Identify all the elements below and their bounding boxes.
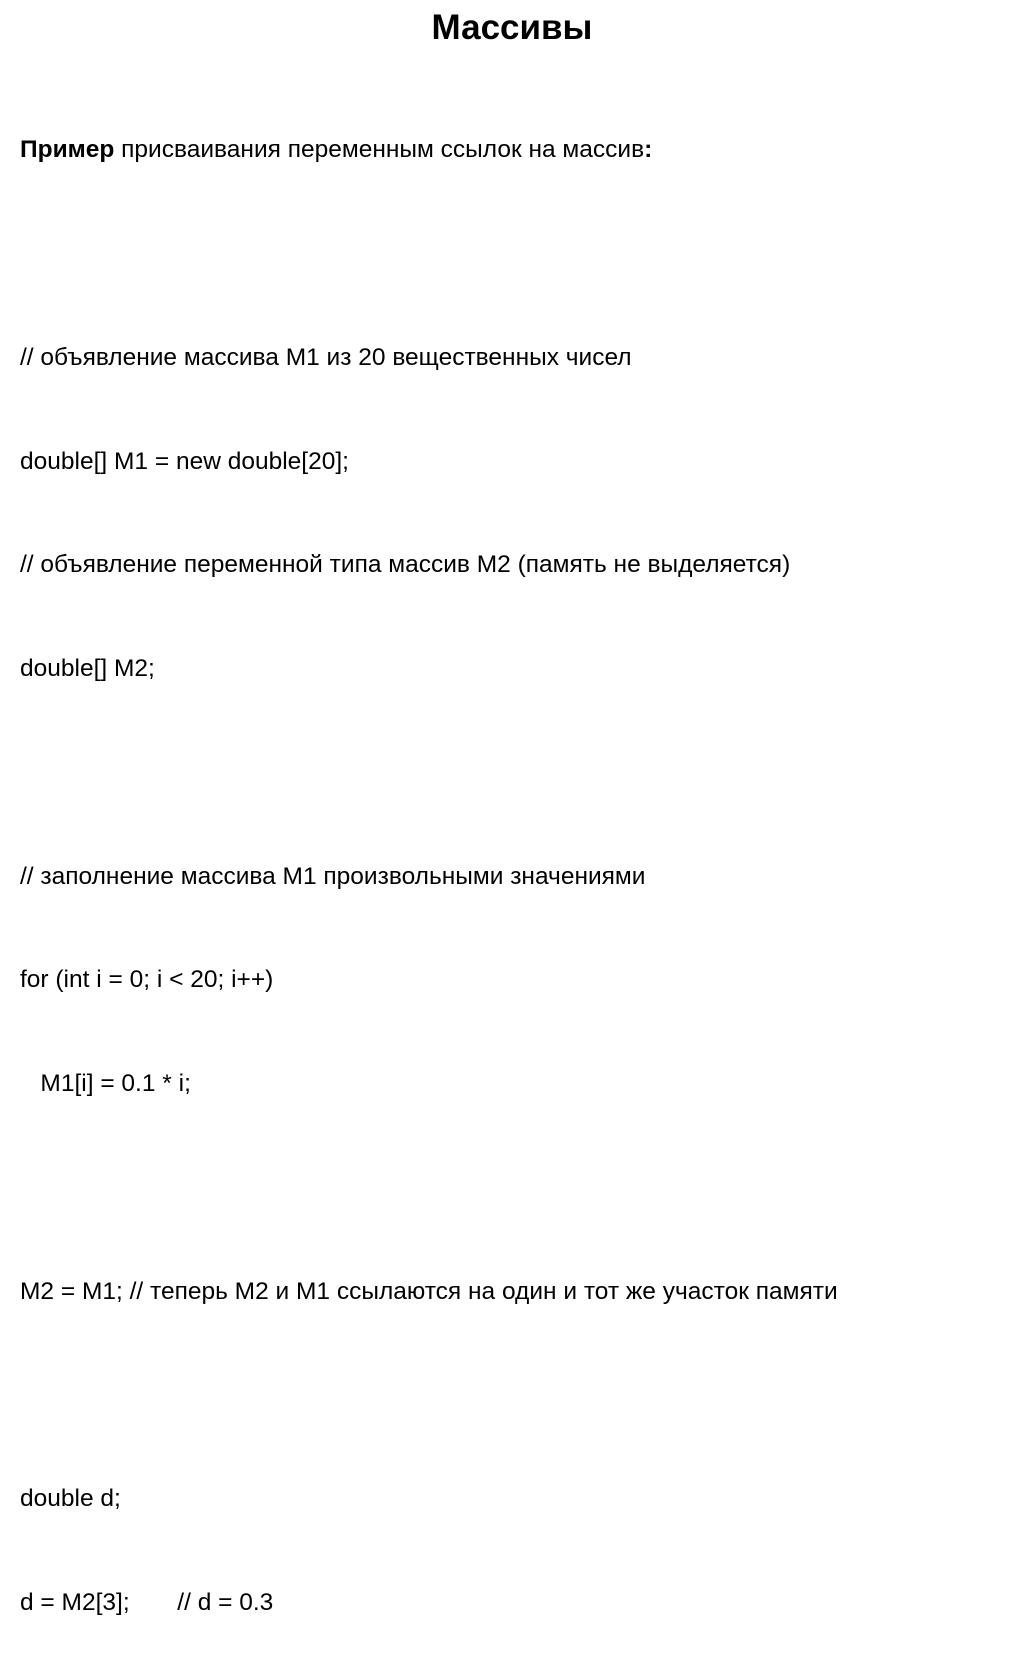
code-declare-d: double d; (20, 1485, 121, 1513)
intro-text: присваивания переменным ссылок на массив (114, 136, 645, 164)
code-for-loop: for (int i = 0; i < 20; i++) (20, 966, 274, 994)
code-loop-body: M1[i] = 0.1 * i; (20, 1070, 191, 1098)
intro-colon: : (644, 136, 653, 164)
slide-content (20, 64, 1010, 1655)
comment-declare-m2: // объявление переменной типа массив M2 (память не выделяется) (20, 551, 791, 579)
blank-line (20, 1379, 1010, 1414)
code-assign-reference: M2 = M1; // теперь M2 и M1 ссылаются на один и тот же участок памяти (20, 1277, 838, 1305)
comment-fill-m1: // заполнение массива M1 произвольными значениями (20, 862, 646, 890)
comment-declare-m1: // объявление массива M1 из 20 вещественных чисел (20, 343, 632, 371)
blank-line (20, 1171, 1010, 1206)
slide-title: Массивы (431, 8, 593, 47)
blank-line (20, 237, 1010, 272)
code-declare-m2: double[] M2; (20, 655, 155, 683)
blank-line (20, 756, 1010, 791)
intro-line (20, 133, 1010, 168)
code-declare-m1: double[] M1 = new double[20]; (20, 447, 349, 475)
intro-bold-word: Пример (20, 136, 115, 164)
code-assign-d: d = M2[3]; // d = 0.3 (20, 1589, 274, 1617)
